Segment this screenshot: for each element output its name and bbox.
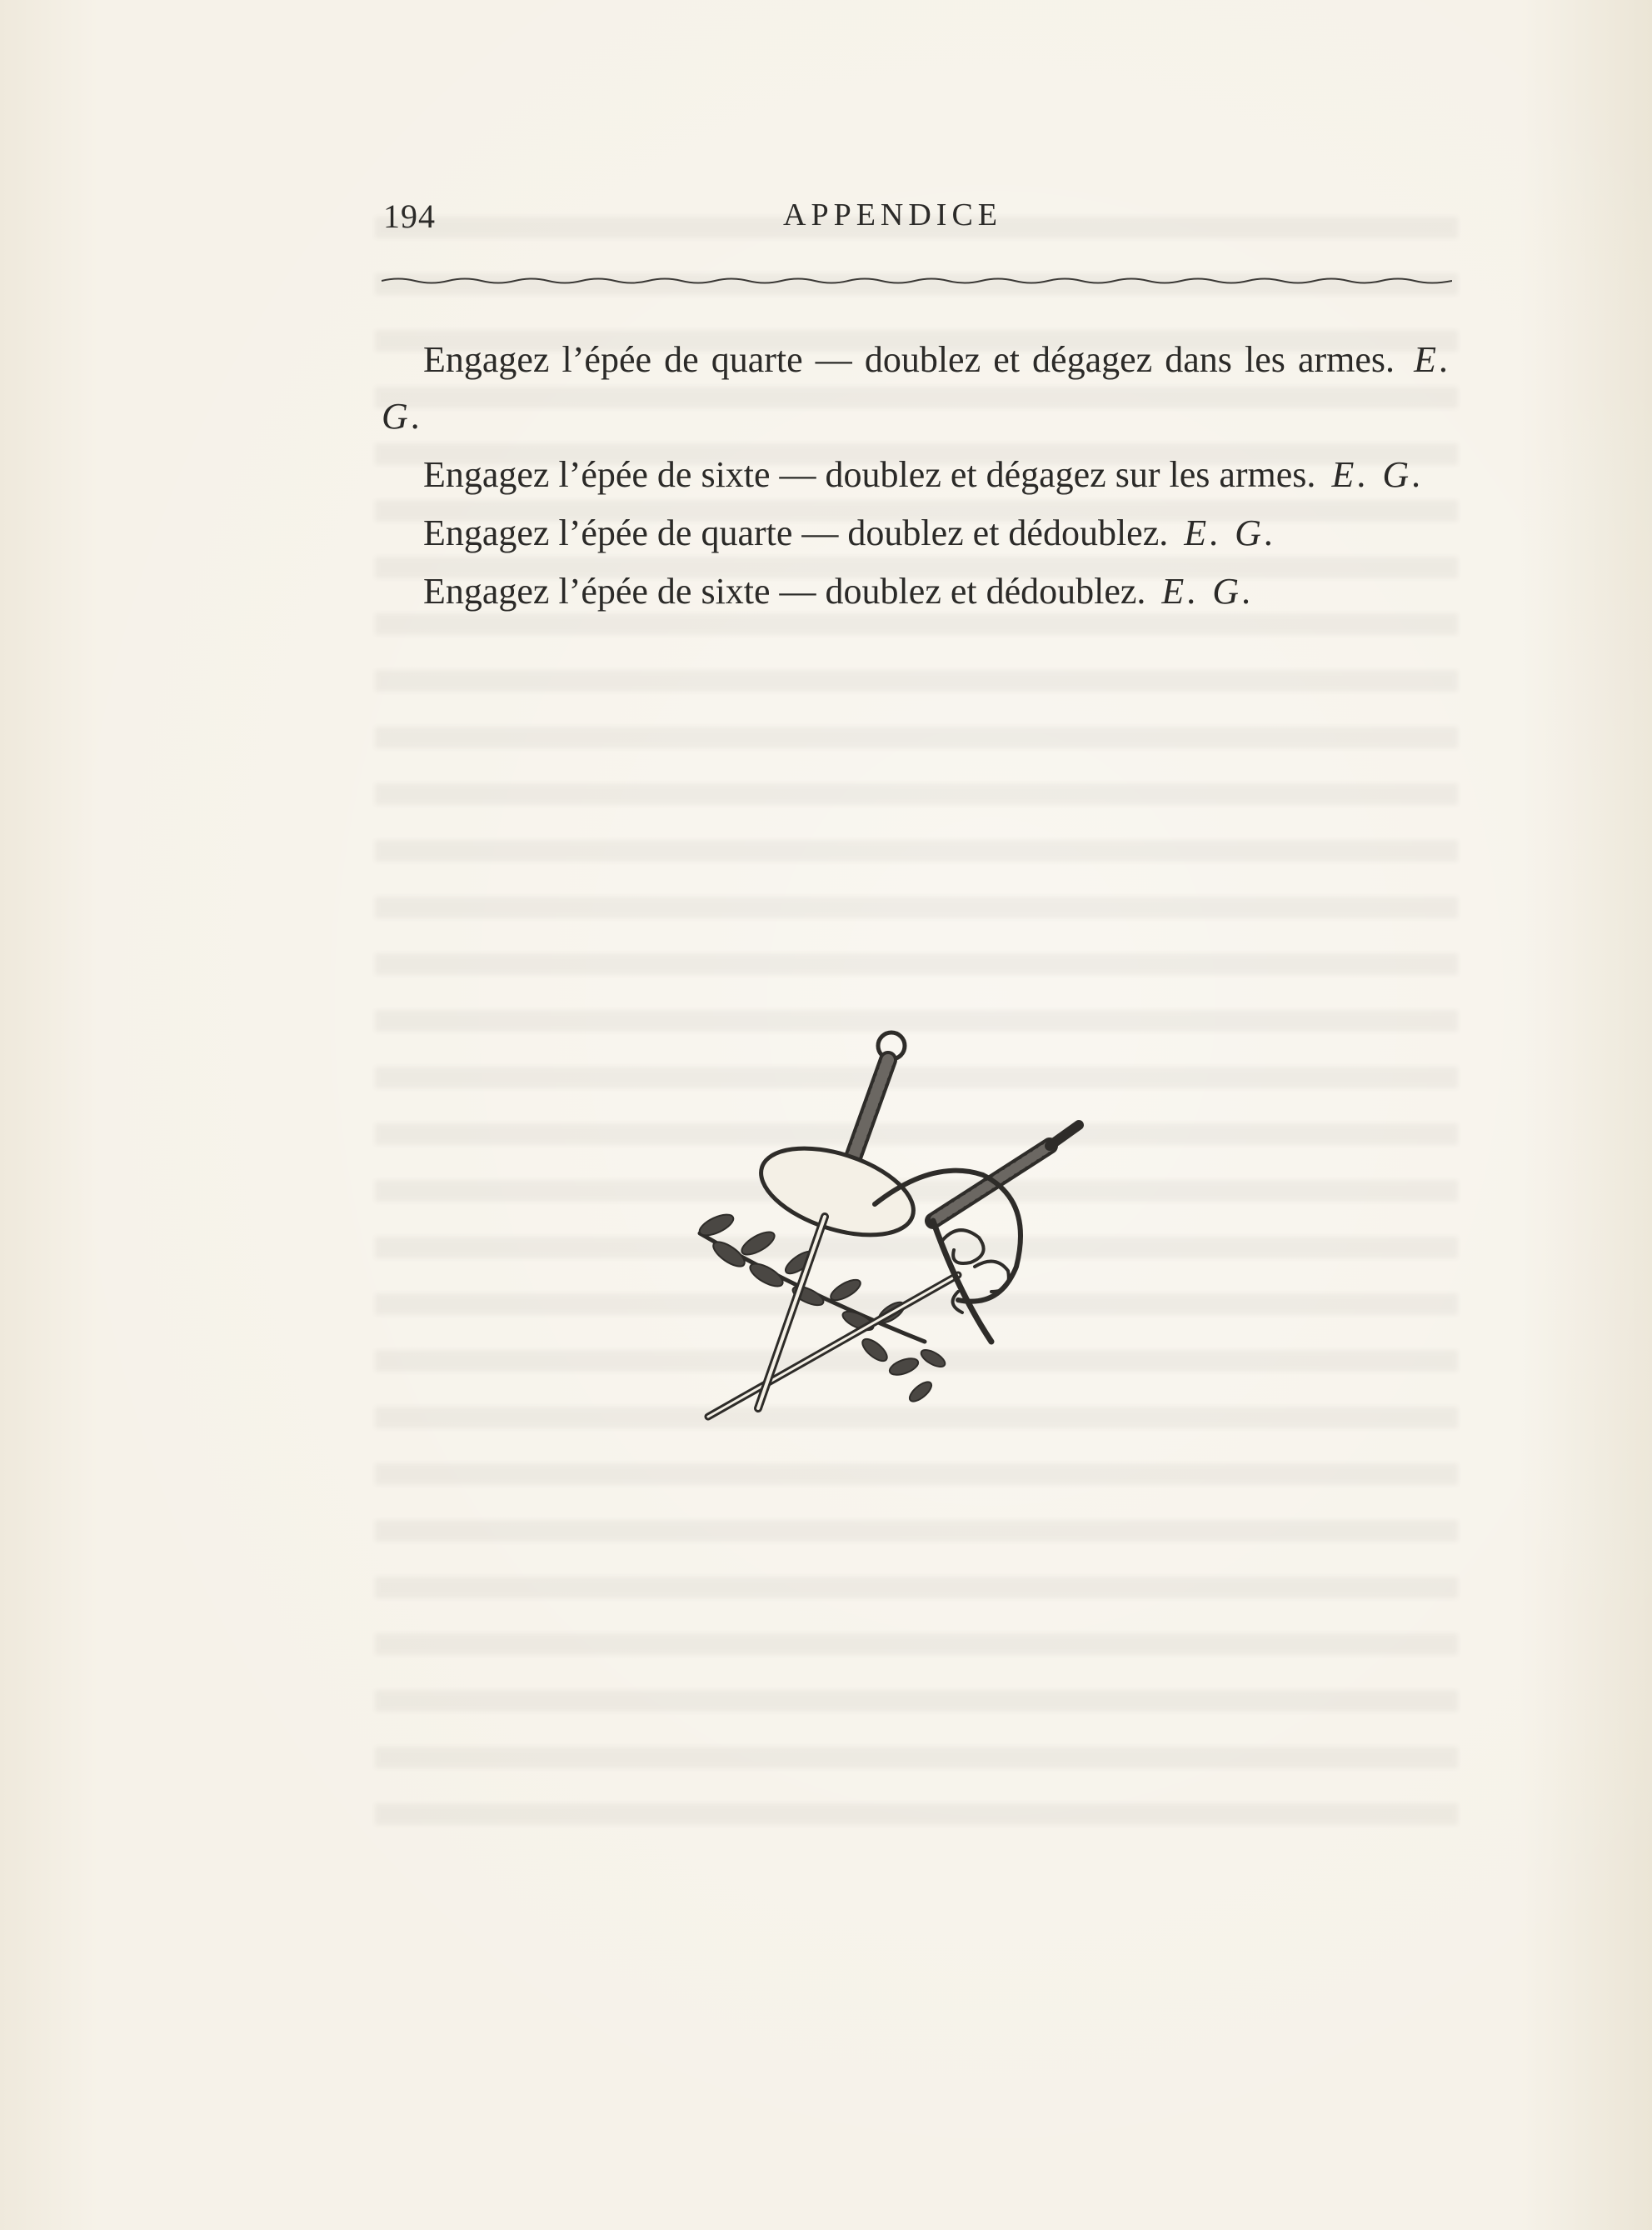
paragraph: [382, 505, 1452, 562]
paragraph-text: Engagez l’épée de sixte — doublez et dégagez sur les armes.: [423, 454, 1316, 495]
paragraph: [382, 447, 1452, 503]
paragraph-text: Engagez l’épée de quarte — doublez et dédoublez.: [423, 512, 1169, 553]
reference-initials: E. G.: [382, 339, 1453, 437]
running-head: APPENDICE: [783, 198, 1003, 232]
page-number: 194: [383, 198, 436, 235]
paragraph: [382, 563, 1452, 620]
page-header: [383, 197, 1451, 247]
paragraph-text: Engagez l’épée de sixte — doublez et dédoublez.: [423, 571, 1146, 612]
crossed-swords-vignette-icon: [683, 1025, 1150, 1442]
reference-initials: E. G.: [1161, 571, 1255, 612]
wavy-rule-divider: [382, 275, 1452, 287]
reference-initials: E. G.: [1331, 454, 1425, 495]
paragraph: [382, 332, 1452, 445]
paragraph-text: Engagez l’épée de quarte — doublez et dégagez dans les armes.: [423, 339, 1395, 380]
reference-initials: E. G.: [1184, 512, 1277, 553]
body-text: [382, 332, 1452, 622]
